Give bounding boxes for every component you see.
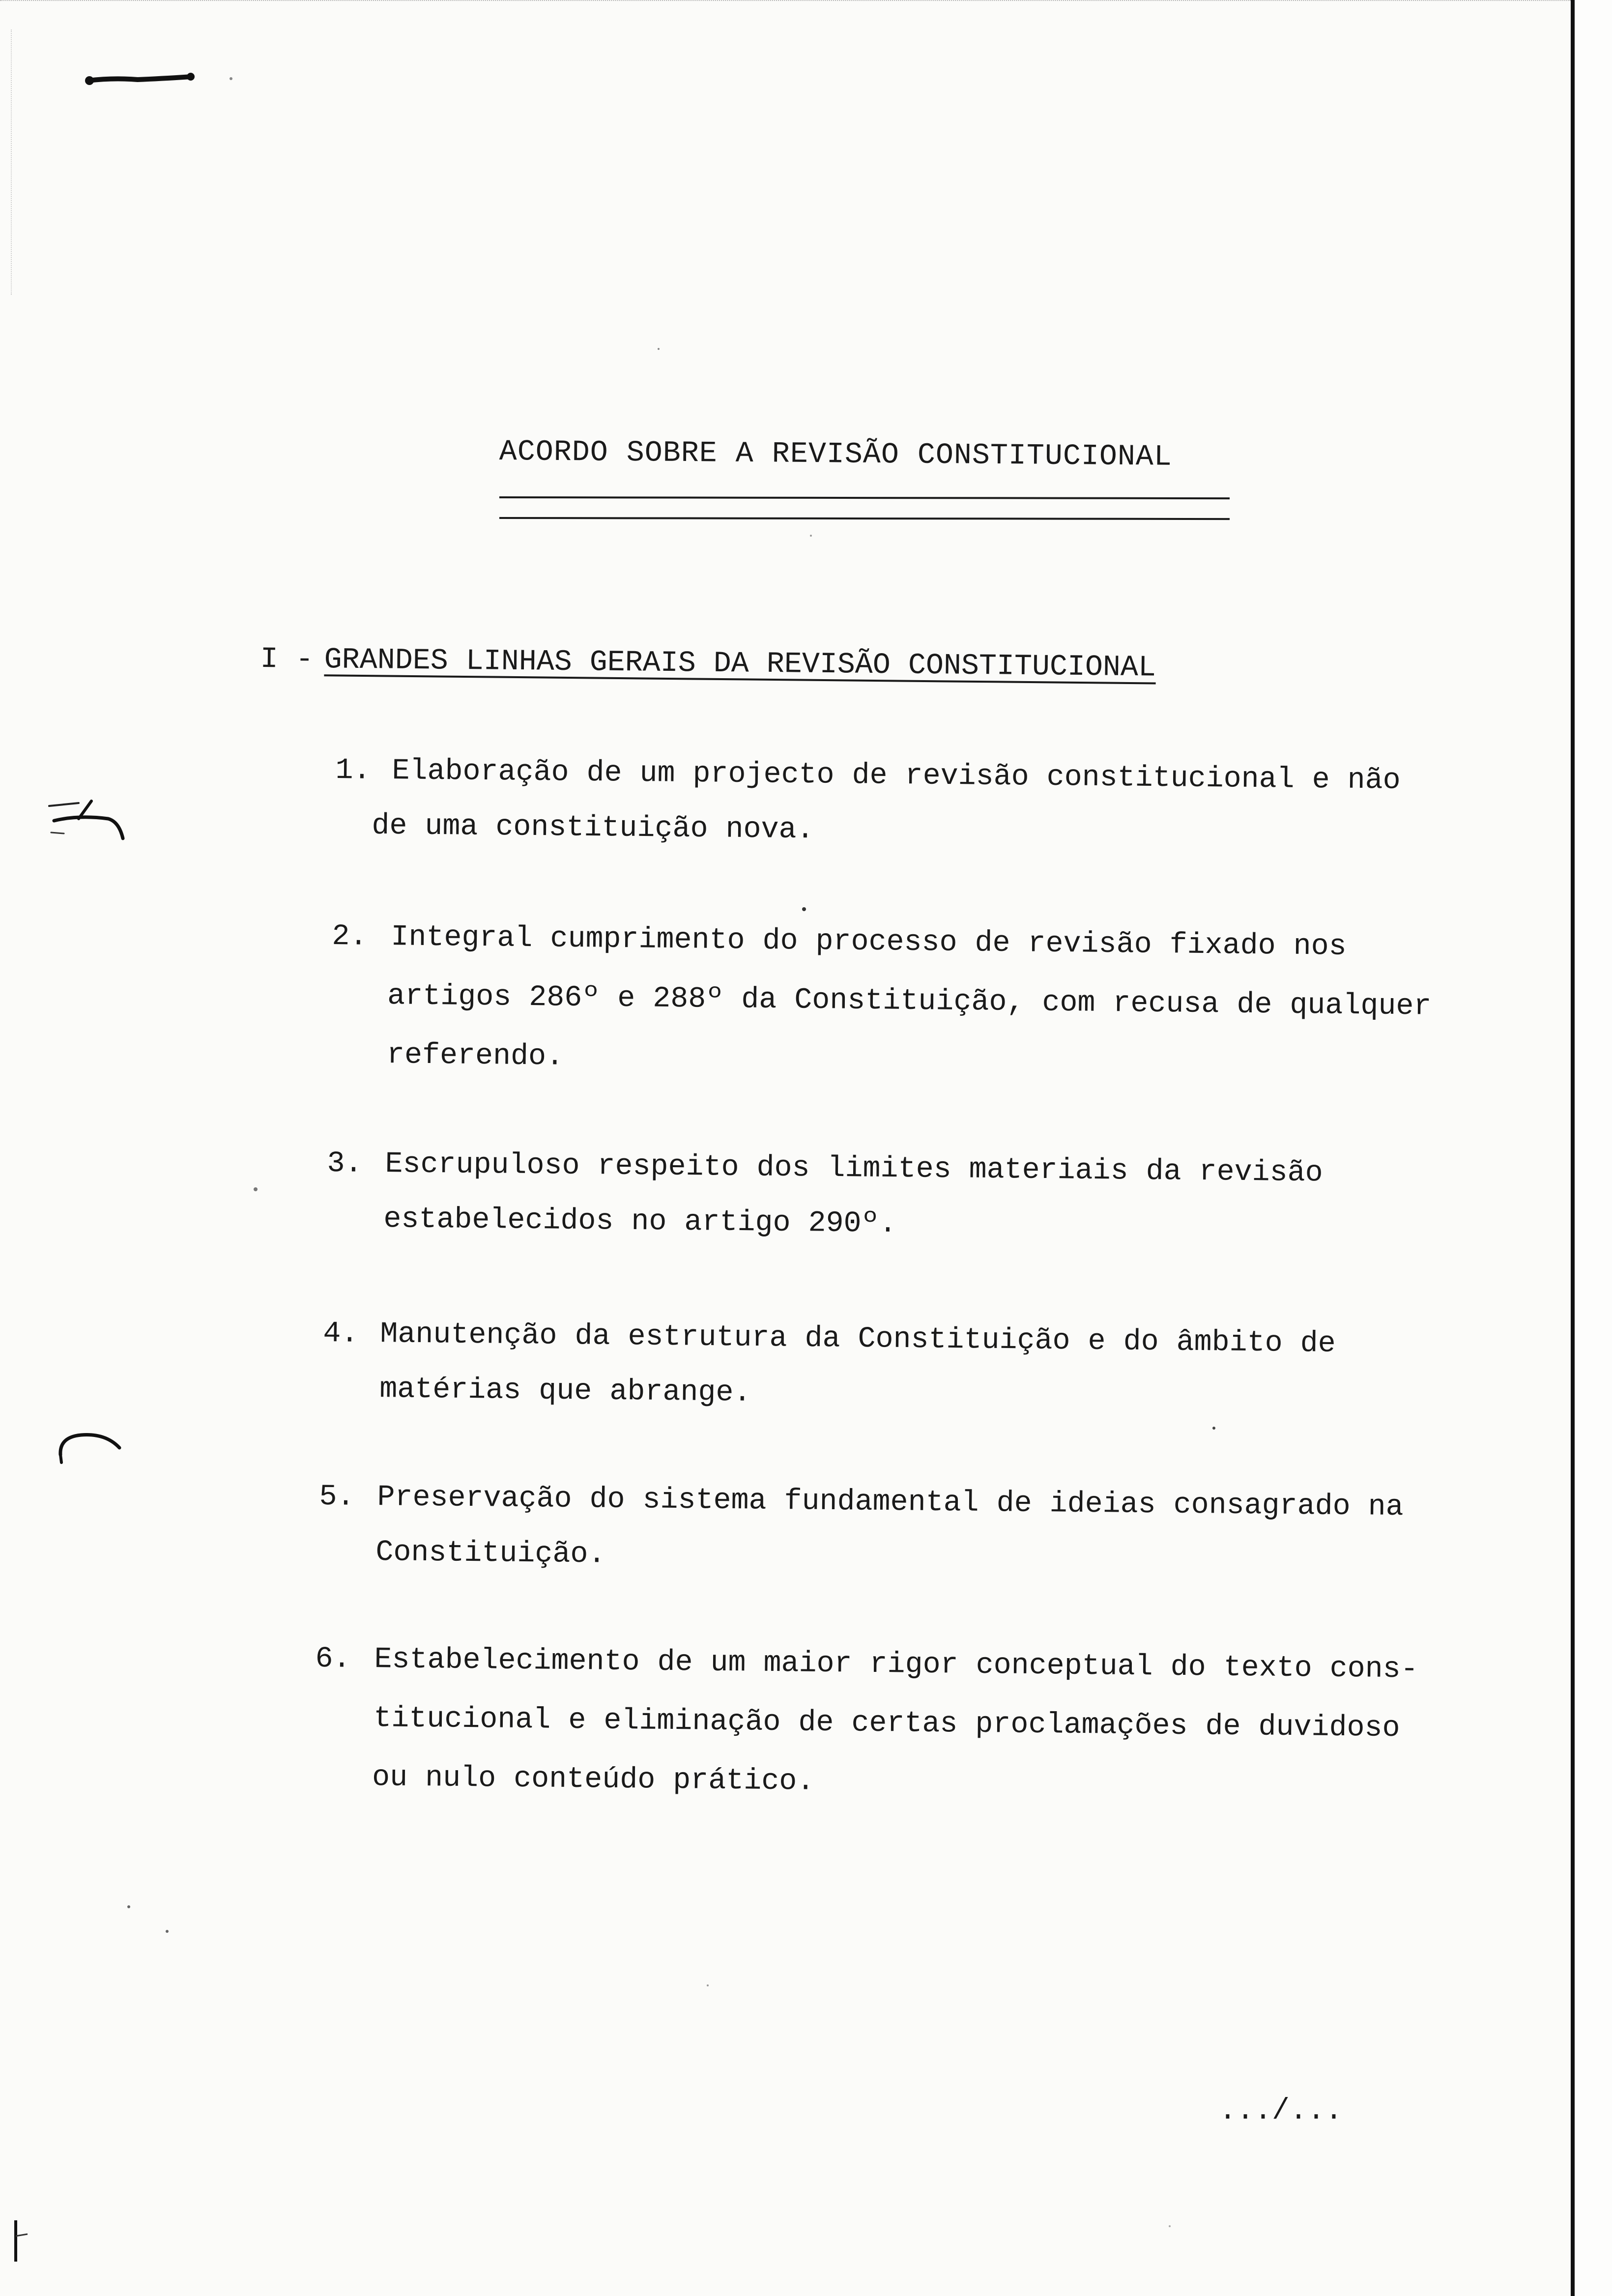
list-item-number: 2. bbox=[332, 919, 368, 954]
list-item-line: Integral cumprimento do processo de revisão fixado nos bbox=[391, 920, 1347, 964]
section-heading-text: GRANDES LINHAS GERAIS DA REVISÃO CONSTITUCIONAL bbox=[324, 643, 1156, 685]
list-item-line: Constituição. bbox=[375, 1536, 606, 1572]
list-item-number: 1. bbox=[335, 753, 371, 788]
list-item-number: 5. bbox=[319, 1480, 355, 1514]
list-item-line: titucional e eliminação de certas proclamações de duvidoso bbox=[373, 1702, 1400, 1746]
list-item-line: referendo. bbox=[386, 1038, 564, 1074]
list-item-line: de uma constituição nova. bbox=[372, 809, 814, 847]
section-roman-numeral: I - bbox=[260, 643, 314, 677]
list-item-line: estabelecidos no artigo 290º. bbox=[383, 1203, 897, 1241]
list-item-line: matérias que abrange. bbox=[379, 1373, 751, 1410]
list-item-line: Elaboração de um projecto de revisão constitucional e não bbox=[392, 754, 1401, 798]
list-item-number: 4. bbox=[323, 1317, 359, 1351]
document-title: ACORDO SOBRE A REVISÃO CONSTITUCIONAL bbox=[499, 435, 1173, 474]
list-item-number: 3. bbox=[327, 1147, 363, 1181]
list-item-line: Estabelecimento de um maior rigor conceptual do texto cons- bbox=[374, 1643, 1419, 1687]
list-item-number: 6. bbox=[315, 1642, 351, 1676]
page-continuation-marker: .../... bbox=[1219, 2095, 1343, 2128]
list-item-line: artigos 286º e 288º da Constituição, com recusa de qualquer bbox=[387, 979, 1432, 1024]
list-item-line: ou nulo conteúdo prático. bbox=[372, 1761, 815, 1799]
scan-right-margin bbox=[1575, 0, 1612, 2296]
scan-right-edge bbox=[1571, 0, 1575, 2296]
list-item-line: Manutenção da estrutura da Constituição e do âmbito de bbox=[380, 1318, 1336, 1361]
list-item-line: Escrupuloso respeito dos limites materiais da revisão bbox=[385, 1148, 1324, 1190]
list-item-line: Preservação do sistema fundamental de ideias consagrado na bbox=[377, 1481, 1404, 1524]
